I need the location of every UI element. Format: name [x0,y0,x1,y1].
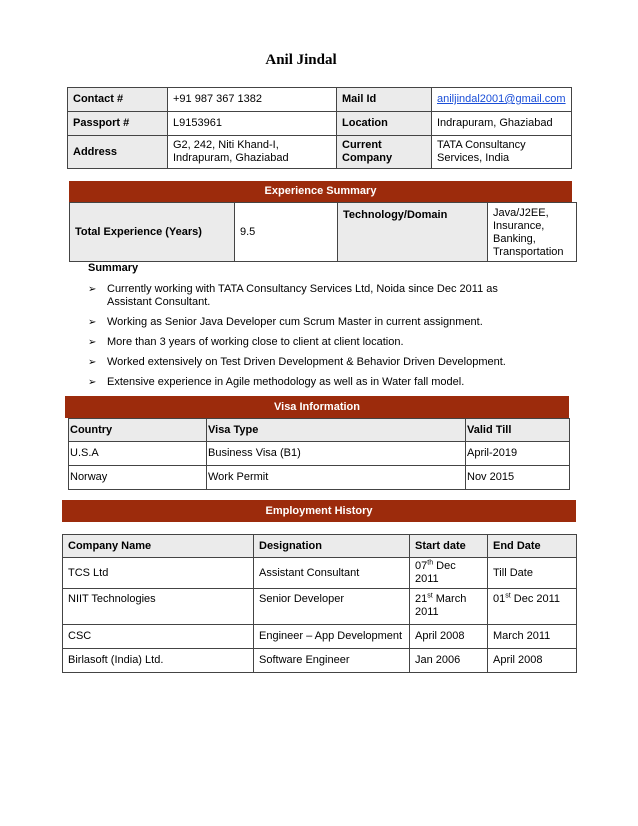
employment-header-designation: Designation [254,535,410,558]
employment-start: April 2008 [410,625,488,649]
arrow-bullet-icon: ➢ [88,357,97,368]
visa-header-valid: Valid Till [466,419,570,442]
company-label: Current Company [337,136,432,169]
technology-value: Java/J2EE, Insurance, Banking, Transportation [488,203,577,262]
table-row [63,625,577,649]
visa-table [68,418,570,490]
summary-title: Summary [88,262,139,274]
experience-banner: Experience Summary [69,181,572,202]
visa-valid-till: April-2019 [466,442,570,466]
employment-designation: Senior Developer [254,589,410,625]
table-row [69,442,570,466]
total-experience-value: 9.5 [235,203,338,262]
contact-value: +91 987 367 1382 [168,88,337,112]
location-label: Location [337,112,432,136]
summary-item-text: Working as Senior Java Developer cum Scrum Master in current assignment. [107,316,483,328]
employment-header-start: Start date [410,535,488,558]
summary-item-text: More than 3 years of working close to client at client location. [107,336,404,348]
employment-company: Birlasoft (India) Ltd. [63,649,254,673]
arrow-bullet-icon: ➢ [88,317,97,328]
arrow-bullet-icon: ➢ [88,337,97,348]
list-item [88,316,528,329]
summary-item-text: Currently working with TATA Consultancy Services Ltd, Noida since Dec 2011 as Assistant Consultant. [107,283,498,308]
employment-end: 01st Dec 2011 [488,589,577,625]
summary-item-text: Worked extensively on Test Driven Development & Behavior Driven Development. [107,356,506,368]
summary-item-text: Extensive experience in Agile methodology as well as in Water fall model. [107,376,465,388]
summary-list [88,283,528,396]
mail-cell [432,88,572,112]
visa-type: Business Visa (B1) [207,442,466,466]
list-item [88,356,528,369]
table-row [69,466,570,490]
location-value: Indrapuram, Ghaziabad [432,112,572,136]
visa-type: Work Permit [207,466,466,490]
visa-country: Norway [69,466,207,490]
employment-banner: Employment History [62,500,576,522]
resume-name: Anil Jindal [265,52,337,68]
employment-header-end: End Date [488,535,577,558]
total-experience-label: Total Experience (Years) [70,203,235,262]
experience-table [69,202,577,262]
technology-label: Technology/Domain [338,203,488,262]
table-row [63,649,577,673]
table-row [63,589,577,625]
employment-designation: Engineer – App Development [254,625,410,649]
visa-header-type: Visa Type [207,419,466,442]
mail-label: Mail Id [337,88,432,112]
contact-table [67,87,572,169]
employment-start: 21st March 2011 [410,589,488,625]
employment-designation: Assistant Consultant [254,558,410,589]
mail-link[interactable]: aniljindal2001@gmail.com [437,93,566,105]
list-item [88,283,528,309]
contact-label: Contact # [68,88,168,112]
list-item [88,376,528,389]
address-value: G2, 242, Niti Khand-I, Indrapuram, Ghaziabad [168,136,337,169]
employment-table [62,534,577,673]
employment-end: March 2011 [488,625,577,649]
employment-start: Jan 2006 [410,649,488,673]
employment-designation: Software Engineer [254,649,410,673]
arrow-bullet-icon: ➢ [88,284,97,295]
passport-value: L9153961 [168,112,337,136]
company-value: TATA Consultancy Services, India [432,136,572,169]
visa-country: U.S.A [69,442,207,466]
arrow-bullet-icon: ➢ [88,377,97,388]
list-item [88,336,528,349]
employment-end: Till Date [488,558,577,589]
employment-company: NIIT Technologies [63,589,254,625]
employment-start: 07th Dec 2011 [410,558,488,589]
visa-banner: Visa Information [65,396,569,418]
employment-header-company: Company Name [63,535,254,558]
employment-end: April 2008 [488,649,577,673]
address-label: Address [68,136,168,169]
passport-label: Passport # [68,112,168,136]
table-row [63,558,577,589]
visa-valid-till: Nov 2015 [466,466,570,490]
employment-company: CSC [63,625,254,649]
employment-company: TCS Ltd [63,558,254,589]
visa-header-country: Country [69,419,207,442]
